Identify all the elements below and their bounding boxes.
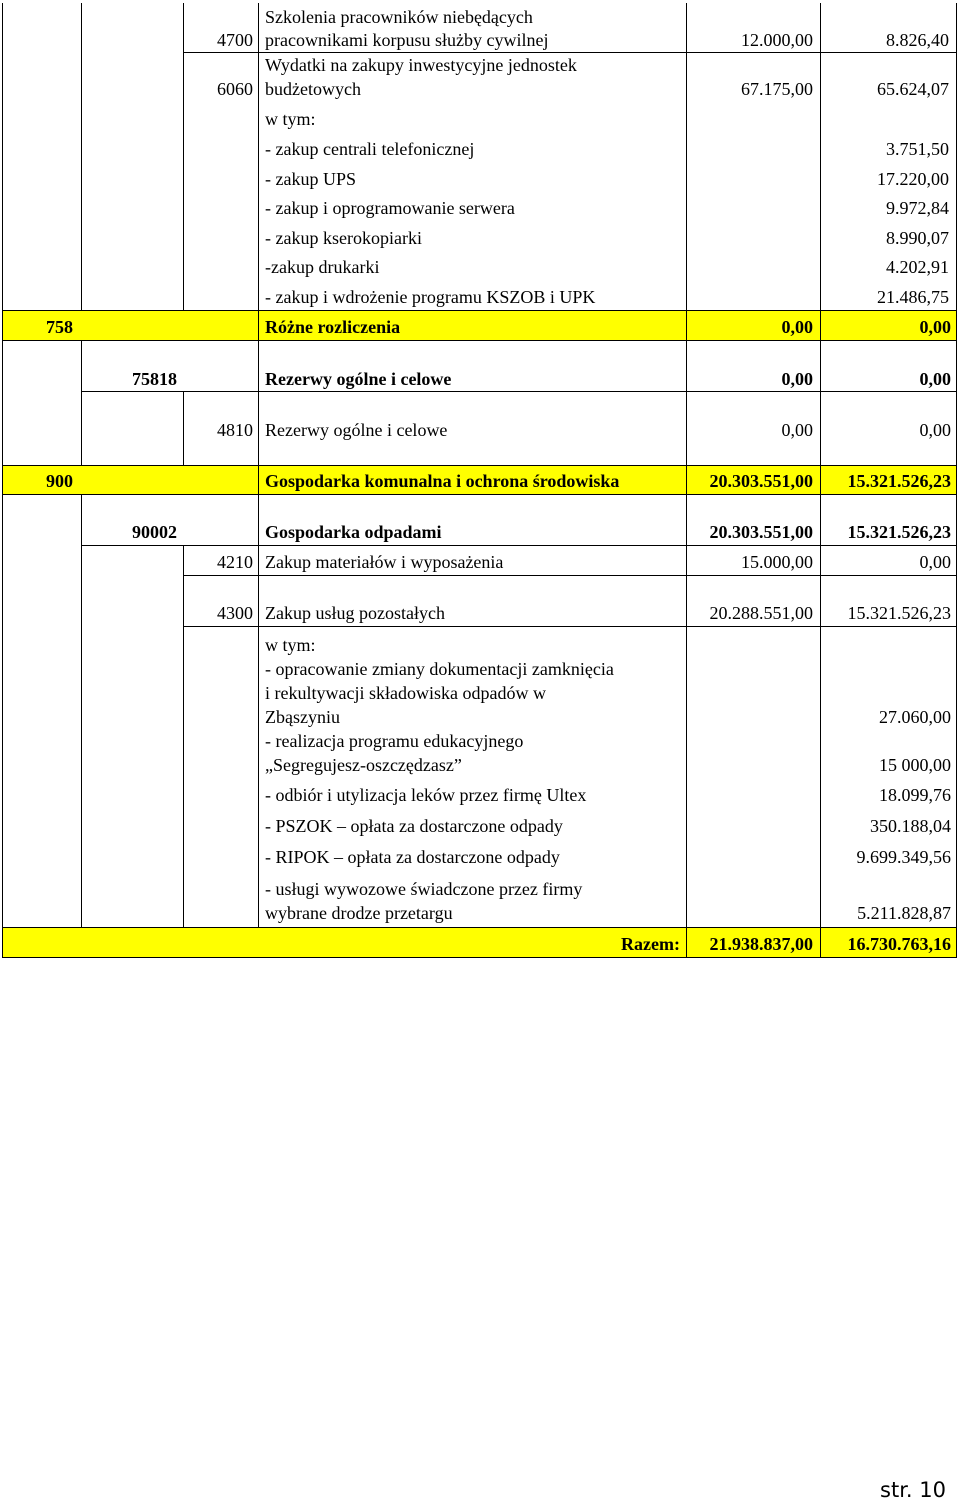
- chapter-code: 75818: [132, 369, 177, 389]
- exec-value: 350.188,04: [870, 816, 951, 836]
- plan-value: 20.303.551,00: [709, 522, 813, 542]
- exec-value: 5.211.828,87: [857, 903, 951, 923]
- chapter-code: 90002: [132, 522, 177, 542]
- section-code: 900: [46, 471, 73, 491]
- item-name-line: - realizacja programu edukacyjnego: [265, 731, 524, 751]
- exec-value: 15.321.526,23: [847, 522, 951, 542]
- exec-value: 9.699.349,56: [856, 847, 951, 867]
- item-name-line: w tym:: [265, 109, 316, 129]
- paragraph-code: 4300: [217, 603, 253, 623]
- item-name-line: - zakup kserokopiarki: [265, 228, 422, 248]
- item-name-line: - zakup centrali telefonicznej: [265, 139, 475, 159]
- page-number: str. 10: [880, 1478, 946, 1502]
- item-name-line: budżetowych: [265, 79, 361, 99]
- exec-value: 9.972,84: [886, 198, 949, 218]
- section-code: 758: [46, 317, 73, 337]
- grid-vline: [81, 3, 82, 311]
- grid-hline: [2, 465, 957, 466]
- paragraph-code: 4700: [217, 30, 253, 50]
- plan-value: 0,00: [781, 369, 813, 389]
- paragraph-code: 6060: [217, 79, 253, 99]
- item-name-line: - usługi wywozowe świadczone przez firmy: [265, 879, 583, 899]
- highlight-total: [3, 928, 956, 957]
- grid-hline: [183, 626, 957, 627]
- exec-value: 4.202,91: [886, 257, 949, 277]
- exec-value: 0,00: [919, 420, 951, 440]
- total-label: Razem:: [621, 934, 680, 954]
- item-name-line: i rekultywacji składowiska odpadów w: [265, 683, 546, 703]
- highlight-section-758: [3, 311, 956, 340]
- exec-value: 17.220,00: [877, 169, 949, 189]
- grid-vline: [81, 340, 82, 465]
- exec-value: 27.060,00: [879, 707, 951, 727]
- item-name-line: Zbąszyniu: [265, 707, 340, 727]
- item-name-line: Wydatki na zakupy inwestycyjne jednostek: [265, 55, 577, 75]
- exec-value: 0,00: [919, 552, 951, 572]
- item-name-line: Gospodarka komunalna i ochrona środowiska: [265, 471, 620, 491]
- plan-value: 0,00: [781, 420, 813, 440]
- plan-value: 12.000,00: [741, 30, 813, 50]
- plan-value: 0,00: [781, 317, 813, 337]
- grid-hline: [81, 391, 957, 392]
- exec-value: 0,00: [919, 317, 951, 337]
- item-name-line: - opracowanie zmiany dokumentacji zamknięcia: [265, 659, 614, 679]
- item-name-line: Zakup usług pozostałych: [265, 603, 445, 623]
- exec-value: 8.826,40: [886, 30, 949, 50]
- grid-hline: [81, 545, 957, 546]
- item-name-line: - zakup UPS: [265, 169, 356, 189]
- grid-hline: [2, 494, 957, 495]
- item-name-line: wybrane drodze przetargu: [265, 903, 453, 923]
- grid-hline: [183, 575, 957, 576]
- item-name-line: pracownikami korpusu służby cywilnej: [265, 30, 549, 50]
- exec-value: 3.751,50: [886, 139, 949, 159]
- item-name-line: Szkolenia pracowników niebędących: [265, 7, 533, 27]
- grid-vline: [81, 494, 82, 928]
- exec-value: 8.990,07: [886, 228, 949, 248]
- exec-value: 15.321.526,23: [847, 603, 951, 623]
- item-name-line: - zakup i oprogramowanie serwera: [265, 198, 515, 218]
- item-name-line: -zakup drukarki: [265, 257, 380, 277]
- paragraph-code: 4810: [217, 420, 253, 440]
- grid-vline: [2, 3, 3, 957]
- exec-value: 65.624,07: [877, 79, 949, 99]
- exec-value: 21.486,75: [877, 287, 949, 307]
- plan-value: 15.000,00: [741, 552, 813, 572]
- plan-value: 20.288.551,00: [709, 603, 813, 623]
- item-name-line: Różne rozliczenia: [265, 317, 401, 337]
- total-plan: 21.938.837,00: [709, 934, 813, 954]
- item-name-line: Rezerwy ogólne i celowe: [265, 369, 452, 389]
- item-name-line: Gospodarka odpadami: [265, 522, 442, 542]
- item-name-line: - odbiór i utylizacja leków przez firmę Ultex: [265, 785, 587, 805]
- item-name-line: - zakup i wdrożenie programu KSZOB i UPK: [265, 287, 596, 307]
- grid-hline: [2, 957, 957, 958]
- exec-value: 18.099,76: [879, 785, 951, 805]
- grid-vline: [956, 3, 957, 957]
- exec-value: 15.321.526,23: [847, 471, 951, 491]
- grid-hline: [2, 310, 957, 311]
- item-name-line: - PSZOK – opłata za dostarczone odpady: [265, 816, 563, 836]
- item-name-line: - RIPOK – opłata za dostarczone odpady: [265, 847, 560, 867]
- plan-value: 67.175,00: [741, 79, 813, 99]
- item-name-line: Rezerwy ogólne i celowe: [265, 420, 448, 440]
- grid-hline: [2, 927, 957, 928]
- paragraph-code: 4210: [217, 552, 253, 572]
- grid-hline: [2, 340, 957, 341]
- item-name-line: Zakup materiałów i wyposażenia: [265, 552, 504, 572]
- item-name-line: „Segregujesz-oszczędzasz”: [265, 755, 462, 775]
- item-name-line: w tym:: [265, 635, 316, 655]
- total-exec: 16.730.763,16: [847, 934, 951, 954]
- plan-value: 20.303.551,00: [709, 471, 813, 491]
- exec-value: 15 000,00: [879, 755, 951, 775]
- exec-value: 0,00: [919, 369, 951, 389]
